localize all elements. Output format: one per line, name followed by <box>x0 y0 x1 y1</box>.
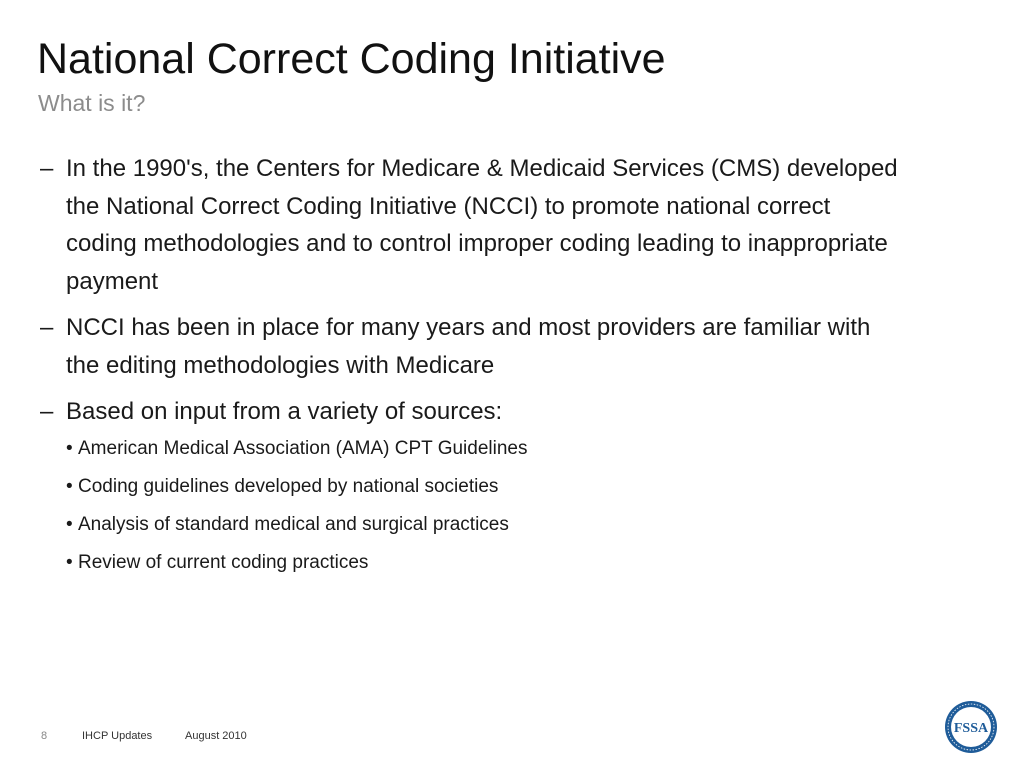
sub-bullet-text: Analysis of standard medical and surgical practices <box>78 513 509 535</box>
bullet-text: Based on input from a variety of sources: <box>66 398 503 425</box>
bullet-text: NCCI has been in place for many years and most providers are familiar with the editing methodologies with Medicare <box>66 314 871 379</box>
fssa-seal-logo-icon <box>944 700 998 754</box>
bullet-item <box>40 309 900 384</box>
bullet-item <box>40 150 900 300</box>
slide-title: National Correct Coding Initiative <box>37 35 666 83</box>
dash-marker: – <box>40 314 54 341</box>
bullet-item <box>40 393 900 431</box>
dash-marker: – <box>40 155 54 182</box>
sub-bullet-item <box>40 474 900 499</box>
bullet-dot-marker: • <box>66 437 73 459</box>
sub-bullet-item <box>40 436 900 461</box>
sub-bullet-text: Review of current coding practices <box>78 551 369 573</box>
footer-date: August 2010 <box>185 730 247 742</box>
dash-marker: – <box>40 398 54 425</box>
sub-bullet-text: Coding guidelines developed by national societies <box>78 475 499 497</box>
logo-text: FSSA <box>953 721 989 736</box>
sub-bullet-item <box>40 550 900 575</box>
slide-subtitle: What is it? <box>38 90 146 116</box>
slide-content <box>40 150 900 588</box>
sub-bullet-text: American Medical Association (AMA) CPT Guidelines <box>78 437 528 459</box>
bullet-dot-marker: • <box>66 475 73 497</box>
bullet-dot-marker: • <box>66 513 73 535</box>
page-number: 8 <box>41 730 48 742</box>
footer-presentation-name: IHCP Updates <box>82 730 153 742</box>
bullet-dot-marker: • <box>66 551 73 573</box>
sub-bullet-item <box>40 512 900 537</box>
bullet-text: In the 1990's, the Centers for Medicare & Medicaid Services (CMS) developed the National Correct Coding Initiative (NCCI) to promote national correct coding methodologies and to control improper coding leading to inappropriate payment <box>66 155 898 295</box>
